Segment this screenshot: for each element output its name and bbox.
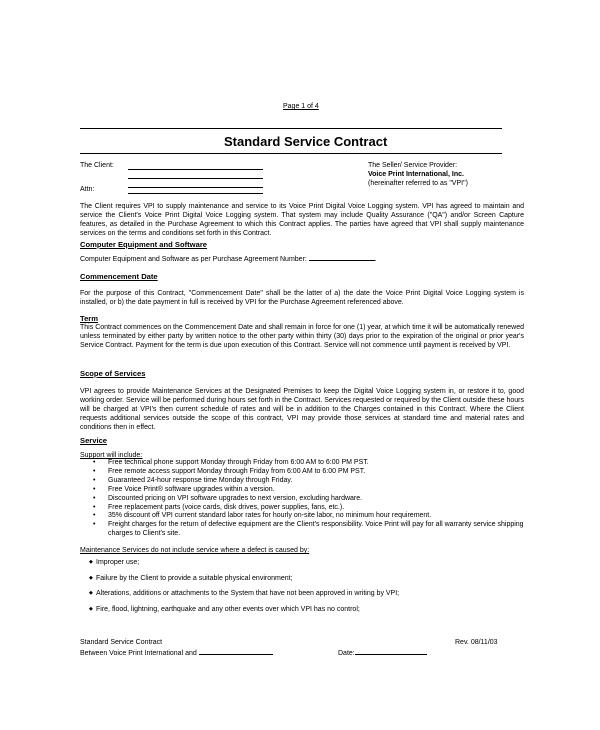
list-item: • Free technical phone support Monday through Friday from 6:00 AM to 6:00 PM PST.	[80, 459, 524, 468]
intro-paragraph: The Client requires VPI to supply maintenance and service to its Voice Print Digital Voice Logging system. VPI has agreed to maintain and service the Client's Voice Print Digital Voice Logging system. That system may include Quality Assurance ("QA") and/or Screen Capture features, as detailed in the Purchase Agreement to which this Contract applies. The parties have agreed that VPI shall supply maintenance services on the terms and conditions set forth in this Contract.	[80, 203, 524, 237]
commencement-heading: Commencement Date	[80, 272, 158, 281]
client-label: The Client:	[80, 162, 114, 169]
document-title: Standard Service Contract	[224, 134, 388, 149]
list-item: • 35% discount off VPI current standard labor rates for hourly on-site labor, no minimum hour requirement.	[80, 512, 524, 521]
page-number: Page 1 of 4	[283, 103, 319, 110]
support-label: Support will include:	[80, 452, 143, 459]
purchase-agreement-number-line[interactable]	[309, 253, 375, 261]
term-text: This Contract commences on the Commencement Date and shall remain in force for one (1) year, at which time it will be automatically renewed unless terminated by either party by written notice to the other party within thirty (30) days prior to the expiration of the original or prior year's Service Contract. Payment for the term is due upon execution of this Contract. Service will not commence until payment is received by VPI.	[80, 324, 524, 349]
list-item: • Free Voice Print® software upgrades within a version.	[80, 486, 524, 495]
term-heading: Term	[80, 314, 99, 323]
exclusions-label: Maintenance Services do not include service where a defect is caused by:	[80, 547, 310, 554]
footer-title: Standard Service Contract	[80, 639, 163, 646]
date-label: Date:	[338, 650, 355, 657]
list-item: • Freight charges for the return of defective equipment are the Client's responsibility. Voice Print will pay for all warranty service shipping charges to Client's site.	[80, 521, 524, 539]
exclusions-list	[80, 558, 524, 620]
service-heading: Service	[80, 436, 108, 445]
footer-between	[80, 647, 273, 658]
attn-line[interactable]	[128, 186, 263, 194]
list-item: ◆ Improper use;	[80, 558, 524, 567]
list-item: • Free remote access support Monday through Friday from 6:00 AM to 6:00 PM PST.	[80, 468, 524, 477]
date-line[interactable]	[355, 647, 427, 655]
support-list	[80, 459, 524, 539]
client-name-line[interactable]	[128, 162, 263, 170]
list-item: ◆ Fire, flood, lightning, earthquake and any other events over which VPI has no control;	[80, 605, 524, 614]
footer-date	[338, 647, 427, 658]
title-rule-top	[80, 128, 502, 129]
list-item: • Guaranteed 24-hour response time Monday through Friday.	[80, 477, 524, 486]
list-item: • Free replacement parts (voice cards, disk drives, power supplies, fans, etc.).	[80, 504, 524, 513]
client-address-line-1[interactable]	[128, 171, 263, 179]
list-item: • Discounted pricing on VPI software upgrades to next version, excluding hardware.	[80, 495, 524, 504]
list-item: ◆ Alterations, additions or attachments to the System that have not been approved in writing by VPI;	[80, 589, 524, 598]
equipment-text: Computer Equipment and Software as per Purchase Agreement Number: .	[80, 253, 377, 264]
provider-alias: (hereinafter referred to as "VPI")	[368, 180, 468, 187]
commencement-text: For the purpose of this Contract, "Commencement Date" shall be the latter of a) the date the Voice Print Digital Voice Logging system is installed, or b) the date payment in full is received by VPI for the Purchase Agreement referenced above.	[80, 290, 524, 306]
footer-between-label: Between Voice Print International and	[80, 650, 197, 657]
provider-label: The Seller/ Service Provider:	[368, 162, 458, 169]
title-rule-bottom	[80, 153, 502, 154]
client-signature-line[interactable]	[199, 647, 273, 655]
scope-heading: Scope of Services	[80, 369, 146, 378]
list-item: ◆ Failure by the Client to provide a suitable physical environment;	[80, 574, 524, 583]
attn-label: Attn:	[80, 186, 95, 193]
scope-text: VPI agrees to provide Maintenance Services at the Designated Premises to keep the Digital Voice Logging system in, or restore it to, good working order. Service will be performed during hours set forth in the Contract. Services requested or required by the Client outside these hours will be charged at VPI's then current schedule of rates and will be in addition to the Charges contained in this Contract. Where the Client requests additional services outside the scope of this contract, VPI may provide those services at standard time and material rates and conditions then in effect.	[80, 388, 524, 431]
provider-name: Voice Print International, Inc.	[368, 171, 464, 178]
equipment-label: Computer Equipment and Software as per Purchase Agreement Number:	[80, 256, 309, 263]
footer-revision: Rev. 08/11/03	[455, 639, 498, 646]
equipment-heading: Computer Equipment and Software	[80, 240, 207, 249]
